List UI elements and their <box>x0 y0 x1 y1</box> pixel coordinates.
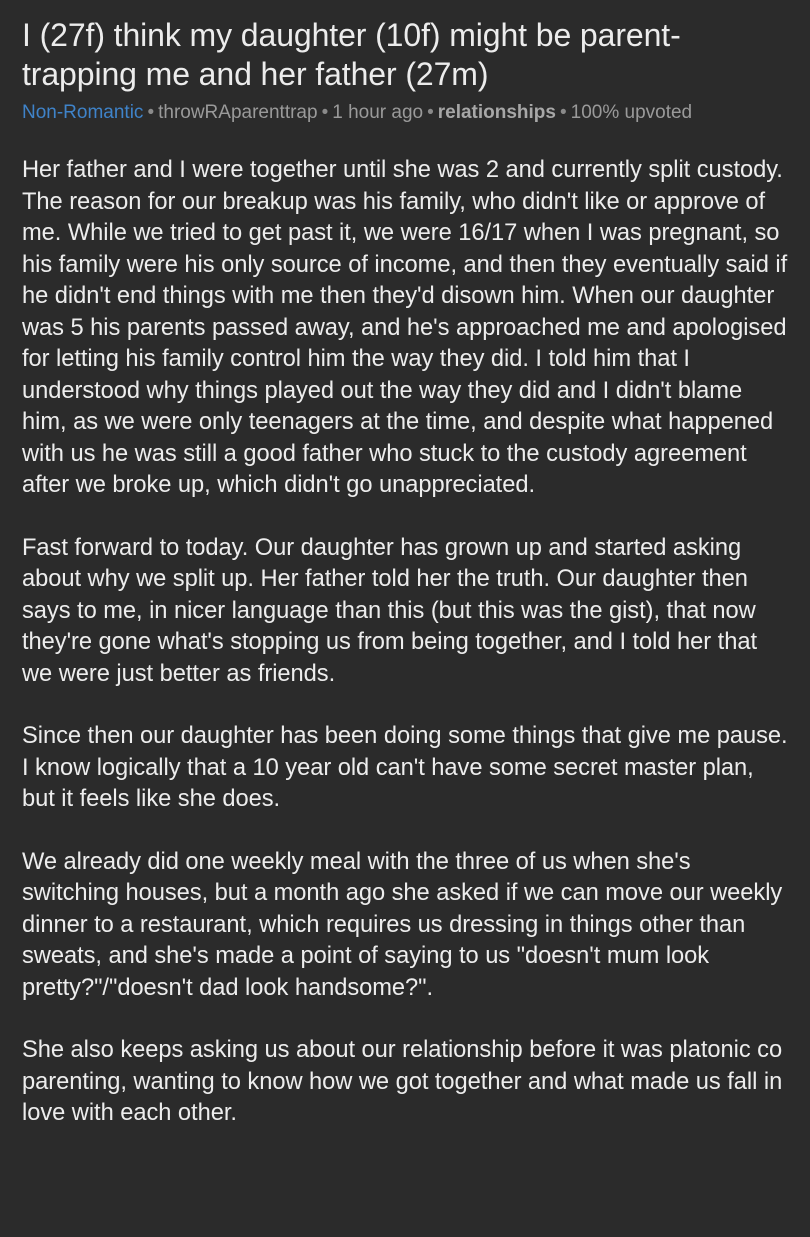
post-paragraph: We already did one weekly meal with the three of us when she's switching houses, but a month ago she asked if we can move our weekly dinner to a restaurant, which requires us dressing in things other than sweats, and she's made a point of saying to us "doesn't mum look pretty?"/"doesn't dad look handsome?". <box>22 848 783 1001</box>
meta-separator: • <box>321 102 329 123</box>
post-paragraph: Since then our daughter has been doing some things that give me pause. I know logically that a 10 year old can't have some secret master plan, but it feels like she does. <box>22 723 788 812</box>
post-meta <box>22 100 788 125</box>
post-paragraph: She also keeps asking us about our relationship before it was platonic co parenting, wanting to know how we got together and what made us fall in love with each other. <box>22 1037 783 1126</box>
upvote-ratio: 100% upvoted <box>570 102 693 123</box>
meta-separator: • <box>427 102 434 123</box>
post-subreddit[interactable]: relationships <box>437 102 556 123</box>
meta-separator: • <box>147 102 155 123</box>
meta-separator: • <box>559 102 567 123</box>
post-title: I (27f) think my daughter (10f) might be parent-trapping me and her father (27m) <box>22 17 681 92</box>
post-paragraph: Fast forward to today. Our daughter has grown up and started asking about why we split up. Her father told her the truth. Our daughter then says to me, in nicer language than this (but this was the gist), that now they're gone what's stopping us from being together, and I told her that we were just better as friends. <box>22 534 757 687</box>
post-author[interactable]: throwRAparenttrap <box>158 102 318 123</box>
post-body <box>22 155 788 1130</box>
post-time: 1 hour ago <box>332 102 424 123</box>
post-flair[interactable]: Non-Romantic <box>22 102 144 123</box>
post-paragraph: Her father and I were together until she was 2 and currently split custody. The reason for our breakup was his family, who didn't like or approve of me. While we tried to get past it, we were 16/17 when I was pregnant, so his family were his only source of income, and then they eventually said if he didn't end things with me then they'd disown him. When our daughter was 5 his parents passed away, and he's approached me and apologised for letting his family control him the way they did. I told him that I understood why things played out the way they did and I didn't blame him, as we were only teenagers at the time, and despite what happened with us he was still a good father who stuck to the custody agreement after we broke up, which didn't go unappreciated. <box>22 157 788 498</box>
